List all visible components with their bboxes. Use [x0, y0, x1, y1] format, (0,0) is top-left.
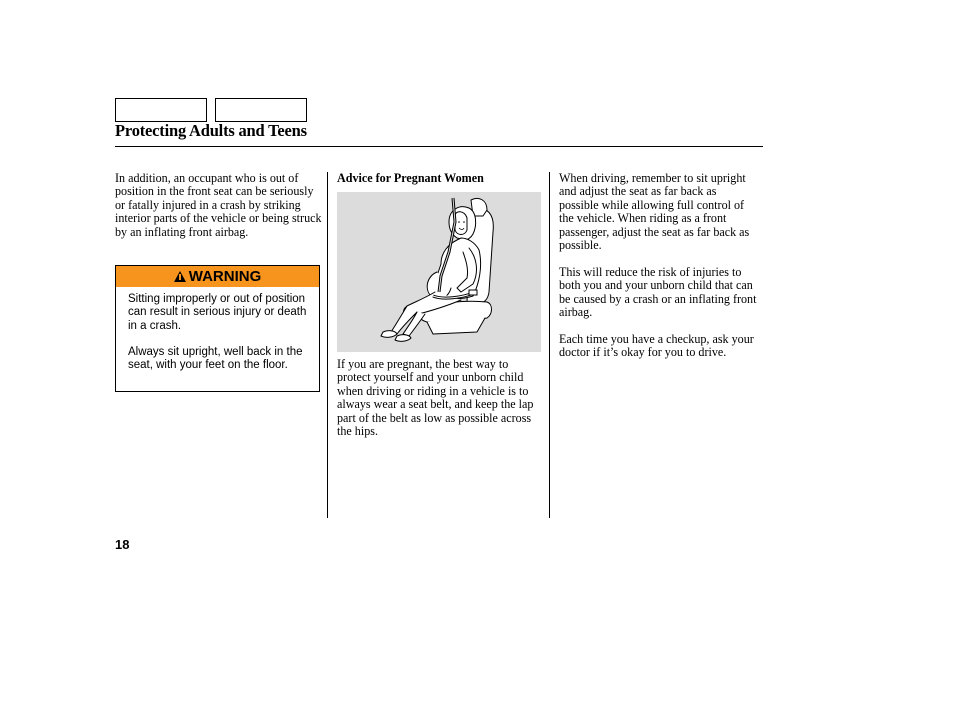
- column-1: [115, 172, 323, 239]
- warning-header: [116, 266, 319, 287]
- warning-body: [116, 287, 319, 372]
- column-1-paragraph: In addition, an occupant who is out of position in the front seat can be seriously or fatally injured in a crash by striking interior parts of the vehicle or being struck by an inflating front airbag.: [115, 171, 322, 239]
- column-2: [337, 358, 542, 438]
- column-3-paragraph: This will reduce the risk of injuries to both you and your unborn child that can be caused by a crash or an inflating front airbag.: [559, 264, 757, 320]
- warning-paragraph: Sitting improperly or out of position can result in serious injury or death in a crash.: [128, 293, 307, 332]
- column-3: [559, 172, 759, 373]
- nav-tab-box-2[interactable]: [215, 98, 307, 122]
- warning-label: WARNING: [188, 268, 262, 285]
- column-divider-2: [549, 172, 550, 518]
- nav-tab-box-1[interactable]: [115, 98, 207, 122]
- warning-triangle-icon: [174, 271, 186, 282]
- warning-paragraph: Always sit upright, well back in the seat, with your feet on the floor.: [128, 345, 303, 372]
- seated-woman-icon: [337, 192, 541, 352]
- column-divider-1: [327, 172, 328, 518]
- page-number: 18: [115, 537, 130, 552]
- section-title: Protecting Adults and Teens: [115, 121, 307, 140]
- column-2-paragraph: If you are pregnant, the best way to protect yourself and your unborn child when driving or riding in a vehicle is to always wear a seat belt, and keep the lap part of the belt as low as possible across the hips.: [337, 357, 534, 439]
- pregnant-woman-seatbelt-illustration: [337, 192, 541, 352]
- column-3-paragraph: Each time you have a checkup, ask your doctor if it’s okay for you to drive.: [559, 331, 754, 360]
- warning-box: [115, 265, 320, 392]
- column-3-paragraph: When driving, remember to sit upright and adjust the seat as far back as possible while allowing full control of the vehicle. When riding as a front passenger, adjust the seat as far back as possible.: [559, 171, 750, 253]
- title-divider: [115, 146, 763, 147]
- column-2-heading: Advice for Pregnant Women: [337, 171, 484, 185]
